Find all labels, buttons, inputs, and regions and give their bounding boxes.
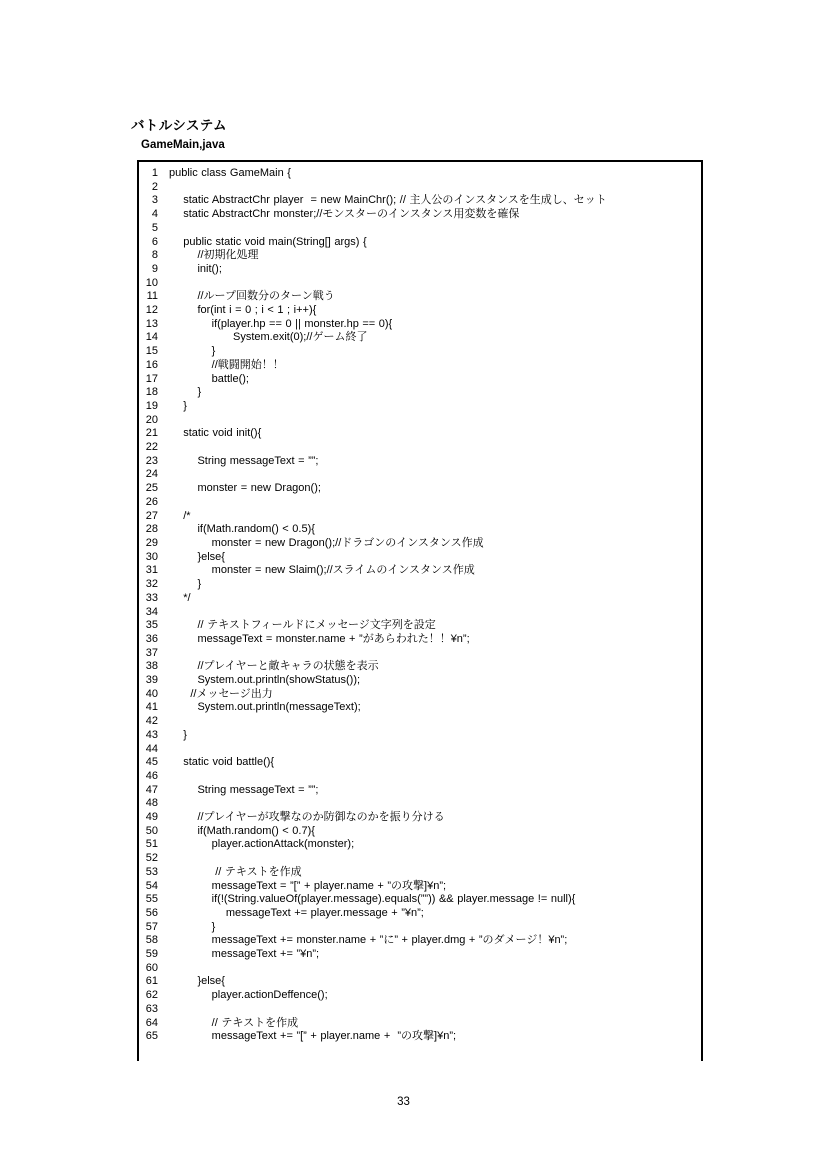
line-number: 19: [145, 399, 158, 412]
code-line: [139, 400, 701, 414]
code-line: [139, 222, 701, 236]
line-number: 8: [151, 249, 158, 262]
line-number: 14: [145, 331, 158, 344]
line-number: 59: [145, 948, 158, 961]
page-title: バトルシステム: [131, 118, 228, 133]
line-number: 34: [145, 605, 158, 618]
code-text: monster = new Dragon();: [169, 482, 321, 495]
code-line: [139, 277, 701, 291]
code-line: [139, 551, 701, 565]
code-text: System.exit(0);//ゲーム終了: [169, 331, 368, 344]
code-text: String messageText = ””;: [169, 454, 319, 467]
line-number: 65: [145, 1030, 158, 1043]
line-number: 43: [145, 728, 158, 741]
code-line: [139, 1003, 701, 1017]
code-text: }else{: [169, 975, 225, 988]
code-line: [139, 331, 701, 345]
code-line: [139, 290, 701, 304]
code-text: messageText += ”¥n”;: [169, 948, 320, 961]
code-line: [139, 181, 701, 195]
code-text: public static void main(String[] args) {: [169, 235, 367, 248]
code-line: [139, 455, 701, 469]
code-line: [139, 647, 701, 661]
code-text: init();: [169, 262, 222, 275]
line-number: 30: [145, 550, 158, 563]
code-line: [139, 838, 701, 852]
code-line: [139, 167, 701, 181]
line-number: 22: [145, 441, 158, 454]
line-number: 54: [145, 879, 158, 892]
line-number: 44: [145, 742, 158, 755]
code-line: [139, 880, 701, 894]
line-number: 40: [145, 687, 158, 700]
code-line: [139, 852, 701, 866]
code-line: [139, 373, 701, 387]
line-number: 31: [145, 564, 158, 577]
code-line: [139, 811, 701, 825]
code-text: static void init(){: [169, 427, 262, 440]
line-number: 6: [151, 235, 158, 248]
line-number: 10: [145, 276, 158, 289]
code-text: //初期化処理: [169, 249, 259, 262]
code-line: [139, 948, 701, 962]
line-number: 53: [145, 865, 158, 878]
code-line: [139, 510, 701, 524]
line-number: 12: [145, 304, 158, 317]
code-text: messageText = ”[” + player.name + ”の攻撃]¥n”;: [169, 879, 447, 892]
code-line: [139, 921, 701, 935]
line-number: 25: [145, 482, 158, 495]
page-number: 33: [397, 1096, 410, 1108]
code-text: messageText += ”[” + player.name + ”の攻撃]¥n”;: [169, 1030, 457, 1043]
code-line: [139, 743, 701, 757]
code-text: }: [169, 728, 187, 741]
line-number: 42: [145, 715, 158, 728]
code-line: [139, 660, 701, 674]
line-number: 36: [145, 632, 158, 645]
code-text: if(Math.random() < 0.7){: [169, 824, 315, 837]
line-number: 62: [145, 989, 158, 1002]
code-line: [139, 359, 701, 373]
code-text: String messageText = ””;: [169, 783, 319, 796]
line-number: 23: [145, 454, 158, 467]
code-line: [139, 441, 701, 455]
code-line: [139, 729, 701, 743]
code-line: [139, 825, 701, 839]
line-number: 58: [145, 934, 158, 947]
code-text: System.out.println(messageText);: [169, 701, 361, 714]
code-text: // テキストフィールドにメッセージ文字列を設定: [169, 619, 436, 632]
code-text: player.actionAttack(monster);: [169, 838, 355, 851]
code-text: //プレイヤーと敵キャラの状態を表示: [169, 660, 379, 673]
line-number: 24: [145, 468, 158, 481]
code-text: player.actionDeffence();: [169, 989, 328, 1002]
code-line: [139, 715, 701, 729]
line-number: 52: [145, 852, 158, 865]
code-line: [139, 907, 701, 921]
code-text: if(Math.random() < 0.5){: [169, 523, 315, 536]
code-line: [139, 797, 701, 811]
code-text: }: [169, 386, 202, 399]
line-number: 16: [145, 358, 158, 371]
code-line: [139, 784, 701, 798]
line-number: 46: [145, 769, 158, 782]
code-line: [139, 934, 701, 948]
code-text: //プレイヤーが攻撃なのか防御なのかを振り分ける: [169, 811, 445, 824]
line-number: 47: [145, 783, 158, 796]
code-text: messageText += player.message + ”¥n”;: [169, 906, 424, 919]
code-line: [139, 414, 701, 428]
code-line: [139, 701, 701, 715]
line-number: 2: [151, 180, 158, 193]
line-number: 48: [145, 797, 158, 810]
line-number: 28: [145, 523, 158, 536]
code-line: [139, 482, 701, 496]
line-number: 32: [145, 578, 158, 591]
code-listing: [137, 160, 703, 1061]
code-line: [139, 496, 701, 510]
line-number: 1: [151, 167, 158, 179]
code-text: /*: [169, 509, 191, 522]
code-text: monster = new Dragon();//ドラゴンのインスタンス作成: [169, 536, 484, 549]
line-number: 20: [145, 413, 158, 426]
code-text: messageText = monster.name + ”があらわれた！！¥n”;: [169, 632, 470, 645]
line-number: 57: [145, 920, 158, 933]
code-text: // テキストを作成: [169, 1016, 299, 1029]
code-line: [139, 1017, 701, 1031]
code-line: [139, 633, 701, 647]
line-number: 13: [145, 317, 158, 330]
code-line: [139, 208, 701, 222]
code-text: static void battle(){: [169, 756, 275, 769]
line-number: 45: [145, 756, 158, 769]
code-line: [139, 537, 701, 551]
line-number: 60: [145, 961, 158, 974]
code-line: [139, 304, 701, 318]
line-number: 41: [145, 701, 158, 714]
code-text: messageText += monster.name + ”に” + player.dmg + ”のダメージ！¥n”;: [169, 934, 568, 947]
code-text: if(!(String.valueOf(player.message).equals(””)) && player.message != null){: [169, 893, 576, 906]
code-text: //ループ回数分のターン戦う: [169, 290, 335, 303]
code-text: }else{: [169, 550, 225, 563]
code-line: [139, 1030, 701, 1044]
code-line: [139, 318, 701, 332]
line-number: 27: [145, 509, 158, 522]
code-text: static AbstractChr player = new MainChr(); // 主人公のインスタンスを生成し、セット: [169, 194, 607, 207]
line-number: 21: [145, 427, 158, 440]
line-number: 61: [145, 975, 158, 988]
code-line: [139, 770, 701, 784]
code-line: [139, 427, 701, 441]
code-text: //戦闘開始！！: [169, 358, 284, 371]
line-number: 17: [145, 372, 158, 385]
code-line: [139, 606, 701, 620]
code-line: [139, 975, 701, 989]
code-line: [139, 688, 701, 702]
code-text: for(int i = 0 ; i < 1 ; i++){: [169, 304, 317, 317]
code-line: [139, 674, 701, 688]
code-line: [139, 989, 701, 1003]
code-text: static AbstractChr monster;//モンスターのインスタンス用変数を確保: [169, 208, 520, 221]
line-number: 35: [145, 619, 158, 632]
code-line: [139, 194, 701, 208]
code-line: [139, 756, 701, 770]
code-text: public class GameMain {: [169, 167, 291, 179]
line-number: 9: [151, 262, 158, 275]
code-text: monster = new Slaim();//スライムのインスタンス作成: [169, 564, 475, 577]
code-line: [139, 592, 701, 606]
line-number: 49: [145, 811, 158, 824]
code-line: [139, 345, 701, 359]
line-number: 51: [145, 838, 158, 851]
code-line: [139, 523, 701, 537]
line-number: 63: [145, 1002, 158, 1015]
code-line: [139, 263, 701, 277]
code-line: [139, 236, 701, 250]
code-line: [139, 578, 701, 592]
code-line: [139, 468, 701, 482]
line-number: 5: [151, 221, 158, 234]
line-number: 15: [145, 345, 158, 358]
line-number: 39: [145, 674, 158, 687]
code-text: */: [169, 591, 191, 604]
line-number: 33: [145, 591, 158, 604]
code-text: // テキストを作成: [169, 865, 302, 878]
line-number: 18: [145, 386, 158, 399]
line-number: 37: [145, 646, 158, 659]
line-number: 55: [145, 893, 158, 906]
line-number: 26: [145, 495, 158, 508]
code-text: }: [169, 578, 202, 591]
line-number: 3: [151, 194, 158, 207]
code-text: }: [169, 399, 187, 412]
code-text: System.out.println(showStatus());: [169, 674, 361, 687]
code-line: [139, 962, 701, 976]
code-line: [139, 386, 701, 400]
line-number: 38: [145, 660, 158, 673]
line-number: 29: [145, 536, 158, 549]
line-number: 64: [145, 1016, 158, 1029]
code-text: //メッセージ出力: [169, 687, 273, 700]
code-line: [139, 619, 701, 633]
code-line: [139, 893, 701, 907]
code-text: if(player.hp == 0 || monster.hp == 0){: [169, 317, 393, 330]
code-line: [139, 564, 701, 578]
code-line: [139, 249, 701, 263]
code-text: }: [169, 920, 216, 933]
file-name-heading: GameMain,java: [141, 139, 225, 151]
line-number: 56: [145, 906, 158, 919]
code-line: [139, 866, 701, 880]
line-number: 50: [145, 824, 158, 837]
line-number: 4: [151, 208, 158, 221]
line-number: 11: [146, 290, 158, 303]
code-text: battle();: [169, 372, 249, 385]
code-text: }: [169, 345, 216, 358]
